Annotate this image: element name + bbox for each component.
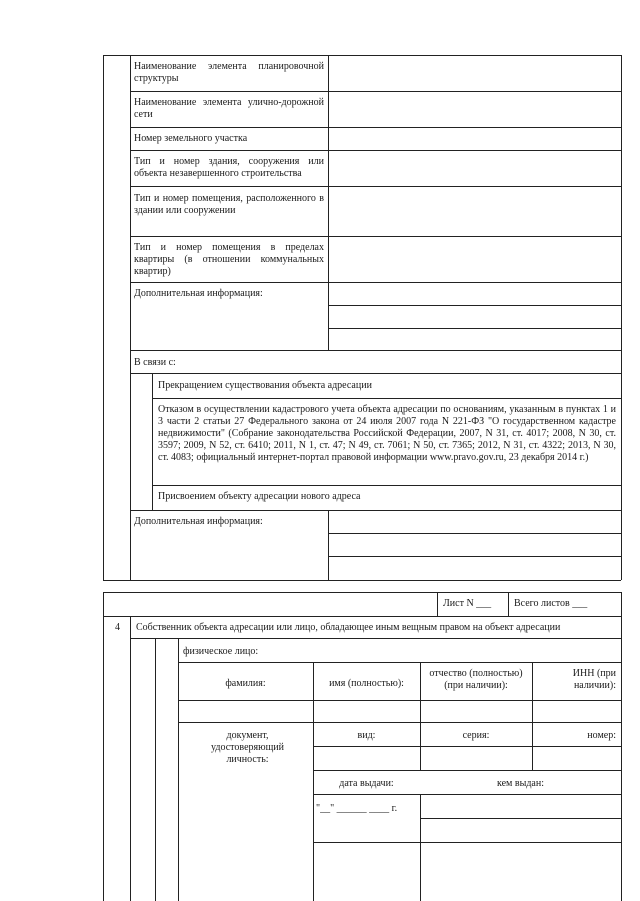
- row-land-plot-number: Номер земельного участка: [134, 133, 248, 144]
- id-document-label: документ, удостоверяющий личность:: [211, 730, 284, 765]
- col-patronymic: отчество (полностью) (при наличии):: [429, 668, 523, 691]
- id-number: номер:: [587, 730, 616, 741]
- total-sheets: Всего листов ___: [514, 598, 588, 609]
- issue-date-template: "__" ______ ____ г.: [316, 803, 398, 814]
- reason-termination: Прекращением существования объекта адресации: [158, 380, 372, 391]
- issue-date-label: дата выдачи:: [339, 778, 394, 789]
- col-inn: ИНН (при наличии):: [572, 668, 616, 691]
- reason-new-address: Присвоением объекту адресации нового адреса: [158, 491, 361, 502]
- in-connection-with-label: В связи с:: [134, 357, 176, 368]
- row-building-type: Тип и номер здания, сооружения или объекта незавершенного строительства: [134, 156, 324, 179]
- sheet-number: Лист N ___: [443, 598, 492, 609]
- additional-info-label-1: Дополнительная информация:: [134, 288, 263, 299]
- col-surname: фамилия:: [225, 678, 266, 689]
- section-number: 4: [115, 622, 120, 633]
- reason-cadastral-refusal: Отказом в осуществлении кадастрового учета объекта адресации по основаниям, указанным в пунктах 1 и 3 части 2 статьи 27 Федерального закона от 24 июля 2007 года N 221-ФЗ "О государственном кадастре недвижимости" (Собрание законодательства Российской Федерации, 2007, N 31, ст. 4017; 2008, N 30, ст. 3597; 2009, N 52, ст. 6410; 2011, N 1, ст. 47; N 49, ст. 7061; N 50, ст. 7365; 2012, N 31, ст. 4322; 2013, N 30, ст. 4083; официальный интернет-портал правовой информации www.pravo.gov.ru, 23 декабря 2014 г.): [158, 404, 616, 463]
- id-series: серия:: [462, 730, 490, 741]
- row-street-network: Наименование элемента улично-дорожной сети: [134, 97, 324, 120]
- row-planning-structure: Наименование элемента планировочной структуры: [134, 61, 324, 84]
- individual-label: физическое лицо:: [183, 646, 259, 657]
- section-title: Собственник объекта адресации или лицо, обладающее иным вещным правом на объект адресации: [136, 622, 561, 633]
- col-first-name: имя (полностью):: [329, 678, 404, 689]
- additional-info-label-2: Дополнительная информация:: [134, 516, 263, 527]
- issued-by-label: кем выдан:: [497, 778, 544, 789]
- row-premises-in-apartment: Тип и номер помещения в пределах квартиры (в отношении коммунальных квартир): [134, 242, 324, 277]
- row-premises-in-building: Тип и номер помещения, расположенного в здании или сооружении: [134, 193, 324, 216]
- id-type: вид:: [357, 730, 376, 741]
